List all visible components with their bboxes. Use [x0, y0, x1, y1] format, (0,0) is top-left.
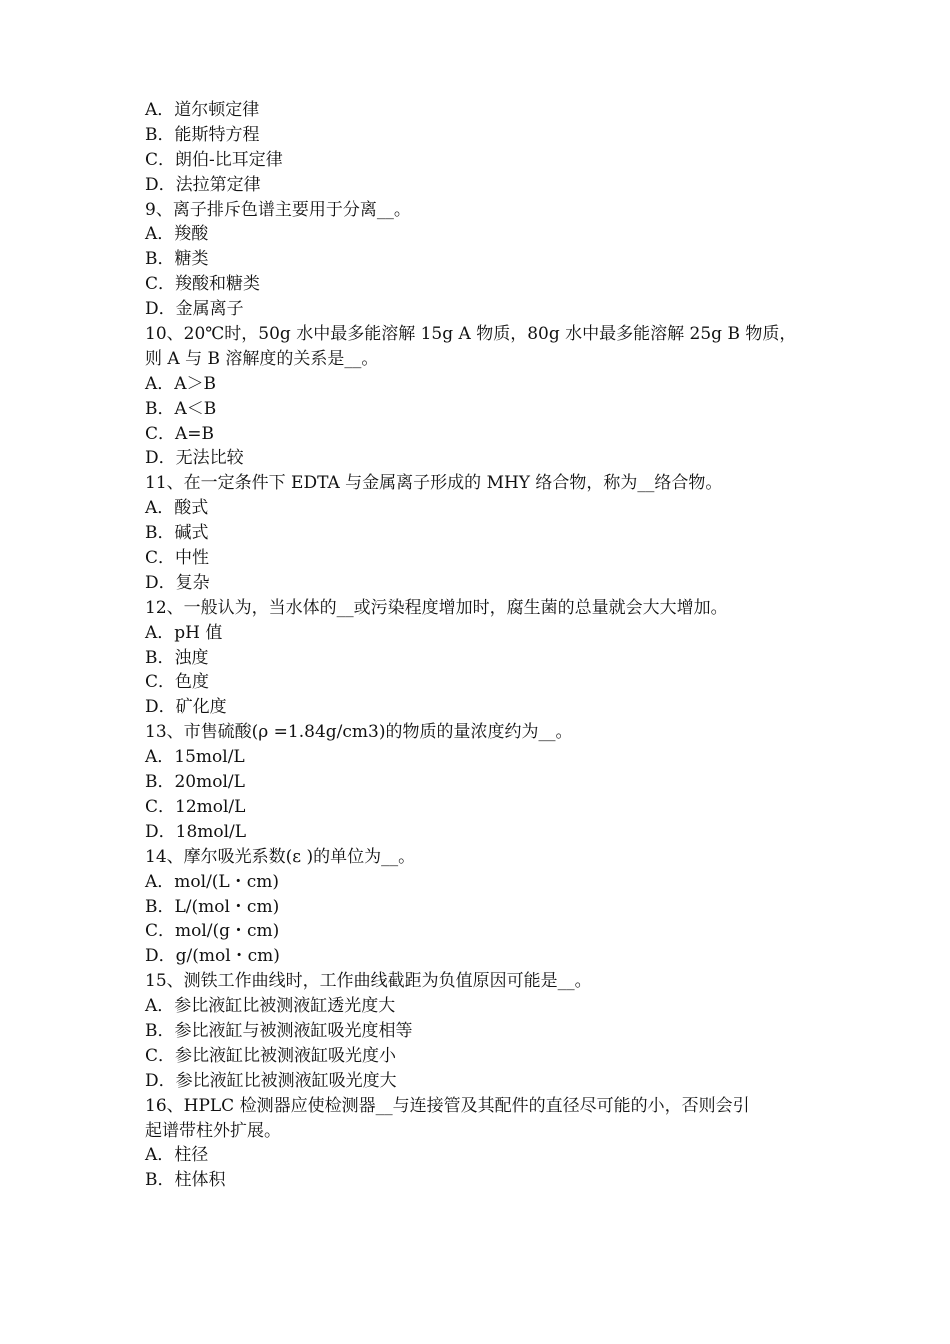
- option-line: B．碱式: [145, 523, 209, 544]
- option-line: A．mol/(L・cm): [145, 871, 279, 892]
- option-line: A．A＞B: [145, 373, 217, 394]
- question-line: 14、摩尔吸光系数(ε )的单位为__。: [145, 846, 416, 867]
- option-line: B．L/(mol・cm): [145, 896, 280, 917]
- option-line: C．A=B: [145, 423, 215, 444]
- option-line: C．羧酸和糖类: [145, 274, 261, 295]
- option-line: D．金属离子: [145, 299, 244, 320]
- option-line: D．矿化度: [145, 697, 227, 718]
- option-line: B．20mol/L: [145, 772, 245, 793]
- option-line: D．18mol/L: [145, 821, 247, 842]
- option-line: B．浊度: [145, 647, 209, 668]
- question-line: 10、20℃时，50g 水中最多能溶解 15g A 物质，80g 水中最多能溶解 25g B 物质，: [145, 324, 797, 345]
- question-line: 11、在一定条件下 EDTA 与金属离子形成的 MHY 络合物，称为__络合物。: [145, 473, 723, 494]
- option-line: C．中性: [145, 548, 210, 569]
- option-line: C．mol/(g・cm): [145, 921, 280, 942]
- option-line: A．道尔顿定律: [145, 100, 260, 120]
- option-line: A．pH 值: [145, 622, 223, 643]
- option-line: D．复杂: [145, 572, 210, 593]
- option-line: C．朗伯-比耳定律: [145, 149, 283, 170]
- option-line: A．柱径: [145, 1145, 209, 1166]
- option-line: C．参比液缸比被测液缸吸光度小: [145, 1045, 397, 1066]
- question-line: 9、离子排斥色谱主要用于分离__。: [145, 199, 411, 220]
- question-line: 12、一般认为，当水体的__或污染程度增加时，腐生菌的总量就会大大增加。: [145, 597, 728, 618]
- option-line: D．g/(mol・cm): [145, 946, 280, 967]
- question-line: 16、HPLC 检测器应使检测器__与连接管及其配件的直径尽可能的小，否则会引: [145, 1095, 750, 1116]
- question-line: 起谱带柱外扩展。: [145, 1120, 281, 1141]
- option-line: A．15mol/L: [145, 747, 245, 768]
- option-line: B．柱体积: [145, 1170, 226, 1191]
- option-line: A．羧酸: [145, 224, 209, 245]
- document-body: [145, 98, 815, 1193]
- option-line: B．A＜B: [145, 398, 217, 419]
- option-line: C．色度: [145, 672, 210, 693]
- question-line: 15、测铁工作曲线时，工作曲线截距为负值原因可能是__。: [145, 971, 592, 992]
- option-line: A．酸式: [145, 498, 209, 519]
- option-line: B．糖类: [145, 249, 209, 270]
- option-line: C．12mol/L: [145, 796, 246, 817]
- option-line: B．能斯特方程: [145, 124, 260, 145]
- option-line: D．参比液缸比被测液缸吸光度大: [145, 1070, 397, 1091]
- option-line: D．法拉第定律: [145, 174, 261, 195]
- question-line: 13、市售硫酸(ρ =1.84g/cm3)的物质的量浓度约为__。: [145, 722, 573, 743]
- option-line: B．参比液缸与被测液缸吸光度相等: [145, 1020, 413, 1041]
- option-line: A．参比液缸比被测液缸透光度大: [145, 996, 396, 1017]
- question-line: 则 A 与 B 溶解度的关系是__。: [145, 348, 379, 369]
- option-line: D．无法比较: [145, 448, 244, 469]
